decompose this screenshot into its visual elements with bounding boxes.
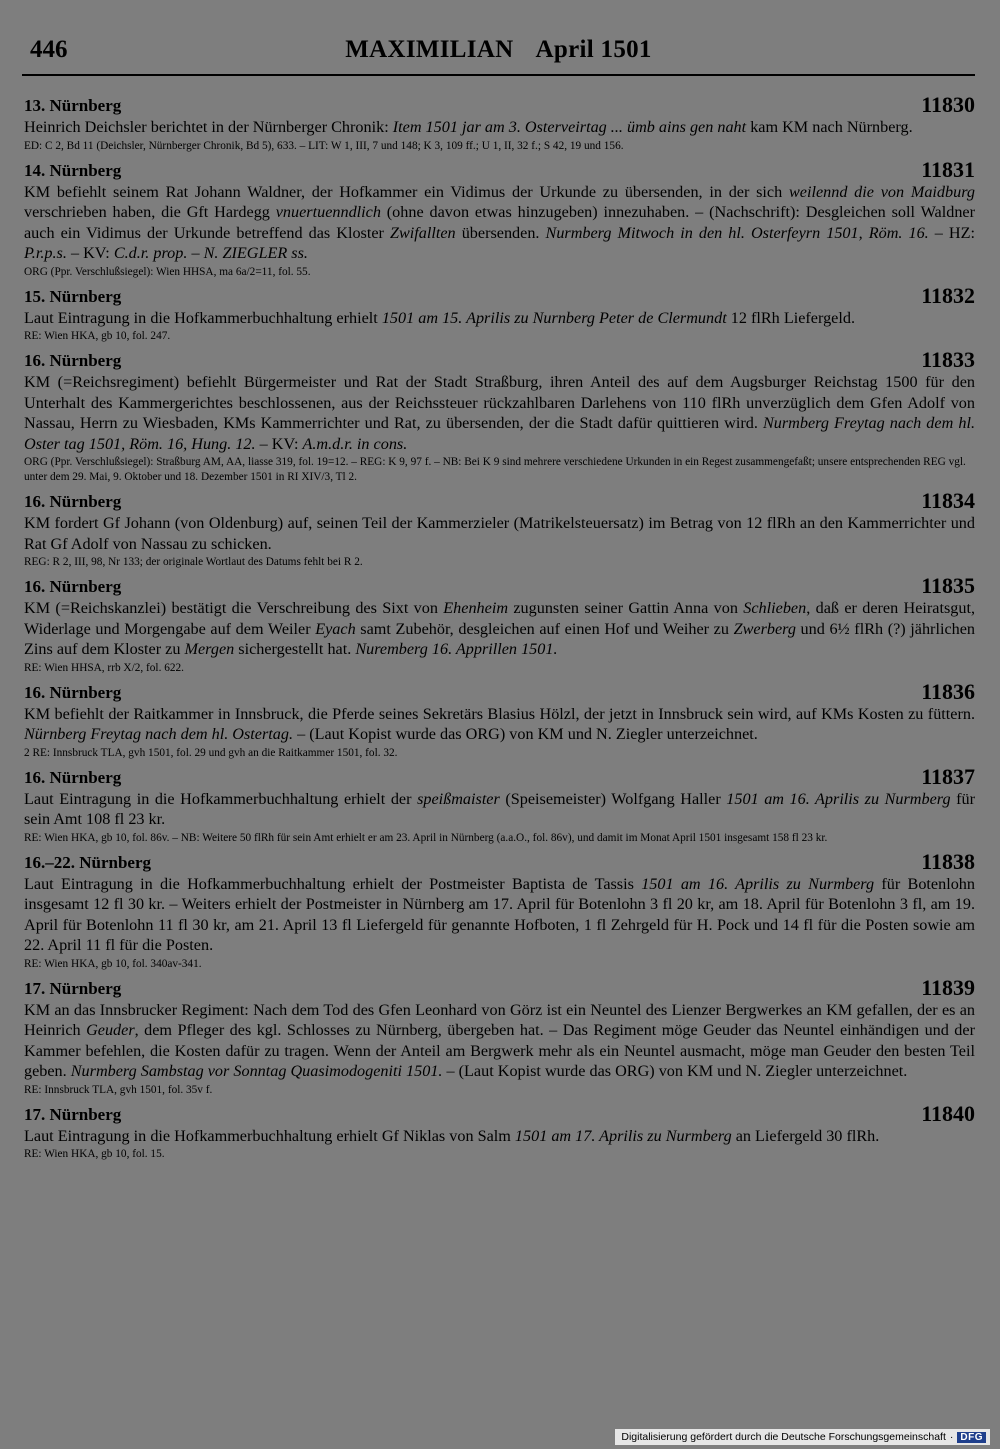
entry-number: 11839 (921, 974, 975, 1000)
entry-number: 11834 (921, 488, 975, 513)
entry-text-quote: Nuremberg 16. Apprillen 1501. (355, 640, 558, 658)
entries-list (22, 92, 975, 1162)
entry-text (22, 874, 975, 956)
entry-text-segment: Laut Eintragung in die Hofkammerbuchhaltung erhielt der (24, 789, 418, 808)
footer-text: Digitalisierung gefördert durch die Deutsche Forschungsgemeinschaft (621, 1431, 946, 1443)
entry-text-segment: , daß er deren Heiratsgut, Widerlage und Morgengabe auf dem Weiler (24, 599, 975, 638)
entry-text-segment: – KV: (66, 244, 114, 262)
entry-text-segment: und 6½ flRh (?) jährlichen Zins auf dem Kloster zu (24, 619, 975, 658)
entry-text-segment: Laut Eintragung in die Hofkammerbuchhaltung erhielt der Postmeister Baptista de Tassis (24, 874, 642, 893)
entry-text (22, 598, 975, 660)
entry-text (22, 513, 975, 554)
entry-source: RE: Innsbruck TLA, gvh 1501, fol. 35v f. (24, 1083, 213, 1096)
entry-number: 11835 (921, 573, 975, 598)
entry-date-place: 16. Nürnberg (24, 767, 122, 787)
entry-text-quote: Nurmberg Freytag nach dem hl. Oster tag 1501, Röm. 16, Hung. 12. (24, 414, 975, 453)
entry-source: RE: Wien HKA, gb 10, fol. 15. (24, 1148, 165, 1160)
entry-date-place: 16. Nürnberg (24, 577, 122, 596)
entry-heading (22, 488, 975, 513)
entry-text-quote: Nurmberg Sambstag vor Sonntag Quasimodogeniti 1501. (70, 1062, 443, 1080)
dfg-logo-icon: DFG (957, 1432, 986, 1443)
entry-text-segment: Laut Eintragung in die Hofkammerbuchhaltung erhielt Gf Niklas von Salm (24, 1126, 515, 1145)
entry-date-place: 17. Nürnberg (24, 978, 122, 998)
entry-heading (22, 573, 975, 598)
entry-text-segment: für Botenlohn insgesamt 12 fl 30 kr. – Weiters erhielt der Postmeister in Nürnberg am 17. April für Botenlohn 3 fl 20 kr, am 18. April für Botenlohn 3 fl, am 19. April für Botenlohn 11 fl 30 kr, am 21. April 13 fl Liefergeld für genannte Hofboten, 1 fl Zehrgeld für H. Pock und 14 fl für die Posten sowie am 22. April 11 fl für die Posten. (24, 874, 975, 954)
entry-text-quote: C.d.r. prop. – N. ZIEGLER ss. (113, 244, 308, 262)
entry-heading (22, 848, 975, 874)
entry-text-segment: KM befiehlt seinem Rat Johann Waldner, der Hofkammer ein Vidimus der Urkunde zu übersenden, in der sich (24, 182, 789, 201)
entry-number: 11840 (921, 1100, 975, 1126)
entry-date-place: 16.–22. Nürnberg (24, 852, 152, 872)
entry-text-segment: KM (=Reichsregiment) befiehlt Bürgermeister und Rat der Stadt Straßburg, ihren Anteil des auf dem Augsburger Reichstag 1500 für den Unterhalt des Kammergerichtes beschlossenen, aus der Reichssteuer rückzahlbaren Darlehens von 110 flRh unverzüglich dem Gfen Adolf von Nassau, Herrn zu Wiesbaden, KMs Kammerrichter und Rat, zu übersenden, der die Stadt dafür quittieren wird. (24, 373, 975, 432)
regest-entry (22, 763, 975, 846)
entry-text-quote: Ehenheim (443, 599, 509, 617)
entry-text-segment: samt Zubehör, desgleichen auf einen Hof und Weiher zu (355, 619, 734, 638)
entry-number: 11838 (921, 848, 975, 874)
entry-source: ED: C 2, Bd 11 (Deichsler, Nürnberger Chronik, Bd 5), 633. – LIT: W 1, III, 7 und 148; K 3, 109 ff.; U 1, II, 32 f.; S 42, 19 und 156. (24, 139, 624, 152)
document-page (22, 34, 975, 1169)
running-title-name: MAXIMILIAN (345, 36, 514, 63)
entry-text-quote: A.m.d.r. in cons. (302, 434, 408, 453)
running-title-date: April 1501 (535, 36, 652, 63)
regest-entry (22, 678, 975, 761)
regest-entry (22, 347, 975, 485)
entry-text-segment: verschrieben haben, die Gft Hardegg (24, 203, 276, 221)
entry-text (22, 117, 975, 138)
entry-text-segment: an Liefergeld 30 flRh. (731, 1126, 880, 1145)
entry-text-segment: zugunsten seiner Gattin Anna von (508, 599, 744, 617)
entry-source: ORG (Ppr. Verschlußsiegel): Wien HHSA, ma 6a/2=11, fol. 55. (24, 265, 311, 278)
entry-text-segment: – (Laut Kopist wurde das ORG) von KM und N. Ziegler unterzeichnet. (442, 1062, 908, 1080)
entry-text-quote: Mergen (184, 640, 235, 658)
entry-heading (22, 92, 975, 117)
entry-text (22, 308, 975, 329)
entry-text-quote: 1501 am 17. Aprilis zu Nurmberg (514, 1126, 732, 1145)
entry-text-segment: KM befiehlt der Raitkammer in Innsbruck, die Pferde seines Sekretärs Blasius Hölzl, der jetzt in Innsbruck sein wird, auf KMs Kosten zu füttern. (24, 704, 975, 723)
entry-text-quote: Item 1501 jar am 3. Osterveirtag ... ümb ains gen naht (392, 118, 747, 136)
entry-heading (22, 282, 975, 308)
entry-source: RE: Wien HKA, gb 10, fol. 86v. – NB: Weitere 50 flRh für sein Amt erhielt er am 23. April in Nürnberg (a.a.O., fol. 86v), und damit im Monat April 1501 insgesamt 158 fl 23 kr. (24, 831, 828, 844)
entry-text-quote: 1501 am 15. Aprilis zu Nurnberg Peter de Clermundt (381, 308, 727, 327)
entry-text-segment: , dem Pfleger des kgl. Schlosses zu Nürnberg, übergeben hat. – Das Regiment möge Geuder das Neuntel einhändigen und der Kammer befehlen, die Kosten dafür zu tragen. Wenn der Anteil am Bergwerk mehr als ein Neuntel ausmacht, möge man Geuder den besten Teil geben. (24, 1021, 975, 1080)
regest-entry (22, 573, 975, 676)
entry-heading (22, 156, 975, 182)
entry-text (22, 372, 975, 454)
entry-text-quote: Nurmberg Mitwoch in den hl. Osterfeyrn 1501, Röm. 16. (545, 223, 929, 242)
entry-text-segment: kam KM nach Nürnberg. (746, 118, 913, 136)
entry-text-segment: KM (=Reichskanzlei) bestätigt die Verschreibung des Sixt von (24, 599, 444, 617)
regest-entry (22, 848, 975, 972)
regest-entry (22, 488, 975, 570)
entry-text-quote: speißmaister (417, 789, 500, 808)
entry-text-segment: – KV: (255, 434, 303, 453)
entry-text (22, 182, 975, 264)
entry-text-quote: 1501 am 16. Aprilis zu Nurmberg (641, 874, 875, 893)
entry-date-place: 16. Nürnberg (24, 682, 122, 702)
entry-text-segment: KM fordert Gf Johann (von Oldenburg) auf, seinen Teil der Kammerzieler (Matrikelsteuersatz) im Betrag von 12 flRh an den Kammerrichter und Rat Gf Adolf von Nassau zu schicken. (24, 514, 975, 553)
regest-entry (22, 282, 975, 345)
entry-text-segment: für sein Amt 108 fl 23 kr. (24, 789, 975, 828)
regest-entry (22, 1100, 975, 1163)
entry-text-segment: (ohne davon etwas hinzugeben) innezuhaben. – (Nachschrift): Desgleichen soll Waldner auch ein Vidimus der Urkunde betreffend das Kloster (24, 203, 975, 242)
entry-text-quote: vnuertuenndlich (275, 203, 381, 221)
entry-text-quote: weilennd die von Maidburg (788, 182, 975, 201)
entry-text-quote: Zwerberg (733, 619, 796, 638)
footer-credit: Digitalisierung gefördert durch die Deutsche Forschungsgemeinschaft · DFG (615, 1429, 990, 1445)
entry-text-segment: – HZ: (928, 223, 975, 242)
entry-text (22, 789, 975, 830)
entry-source: ORG (Ppr. Verschlußsiegel): Straßburg AM, AA, liasse 319, fol. 19=12. – REG: K 9, 97 f. – NB: Bei K 9 sind mehrere verschiedene Urkunden in ein Regest zusammengefaßt; unsere entsprechenden REG vgl. unter dem 29. Mai, 9. Oktober und 18. Dezember 1501 in RI XIV/3, Tl 2. (24, 456, 966, 483)
entry-text-quote: Geuder (86, 1021, 135, 1039)
entry-text-quote: Eyach (315, 619, 356, 638)
entry-text-segment: KM an das Innsbrucker Regiment: Nach dem Tod des Gfen Leonhard von Görz ist ein Neuntel des Lienzer Bergwerkes an KM gefallen, der es an Heinrich (24, 1000, 975, 1039)
entry-text-segment: (Speisemeister) Wolfgang Haller (499, 789, 727, 808)
entry-date-place: 16. Nürnberg (24, 351, 122, 370)
entry-text-segment: Laut Eintragung in die Hofkammerbuchhaltung erhielt (24, 308, 382, 327)
entry-number: 11830 (921, 92, 975, 117)
entry-source: 2 RE: Innsbruck TLA, gvh 1501, fol. 29 und gvh an die Raitkammer 1501, fol. 32. (24, 746, 398, 759)
entry-heading (22, 678, 975, 704)
entry-date-place: 17. Nürnberg (24, 1104, 122, 1124)
entry-heading (22, 1100, 975, 1126)
entry-text-segment: 12 flRh Liefergeld. (726, 308, 855, 327)
entry-source: RE: Wien HHSA, rrb X/2, fol. 622. (24, 661, 184, 674)
entry-heading (22, 763, 975, 789)
entry-text-segment: sichergestellt hat. (234, 640, 356, 658)
regest-entry (22, 92, 975, 154)
entry-number: 11832 (921, 282, 975, 308)
entry-text-quote: Zwifallten (389, 223, 456, 242)
page-number: 446 (30, 36, 68, 63)
entry-source: REG: R 2, III, 98, Nr 133; der originale Wortlaut des Datums fehlt bei R 2. (24, 556, 363, 568)
entry-text-quote: 1501 am 16. Aprilis zu Nurmberg (726, 789, 951, 808)
entry-date-place: 14. Nürnberg (24, 160, 122, 180)
entry-number: 11836 (921, 678, 975, 704)
entry-date-place: 13. Nürnberg (24, 96, 122, 115)
entry-text-segment: Heinrich Deichsler berichtet in der Nürnberger Chronik: (24, 118, 393, 136)
entry-text-segment: – (Laut Kopist wurde das ORG) von KM und N. Ziegler unterzeichnet. (293, 725, 758, 743)
entry-heading (22, 347, 975, 372)
entry-source: RE: Wien HKA, gb 10, fol. 247. (24, 330, 171, 342)
entry-text-quote: Nürnberg Freytag nach dem hl. Ostertag. (24, 725, 294, 743)
entry-text (22, 1000, 975, 1082)
entry-heading (22, 974, 975, 1000)
running-title (22, 36, 975, 64)
entry-date-place: 16. Nürnberg (24, 492, 122, 511)
entry-text-quote: Schlieben (743, 599, 807, 617)
entry-text-segment: übersenden. (455, 223, 546, 242)
entry-number: 11837 (921, 763, 975, 789)
entry-date-place: 15. Nürnberg (24, 286, 122, 306)
entry-text (22, 1126, 975, 1147)
regest-entry (22, 974, 975, 1098)
page-header (22, 34, 975, 76)
entry-text (22, 704, 975, 745)
entry-source: RE: Wien HKA, gb 10, fol. 340av-341. (24, 957, 202, 970)
entry-number: 11831 (921, 156, 975, 182)
regest-entry (22, 156, 975, 280)
entry-text-quote: P.r.p.s. (24, 244, 67, 262)
entry-number: 11833 (921, 347, 975, 372)
